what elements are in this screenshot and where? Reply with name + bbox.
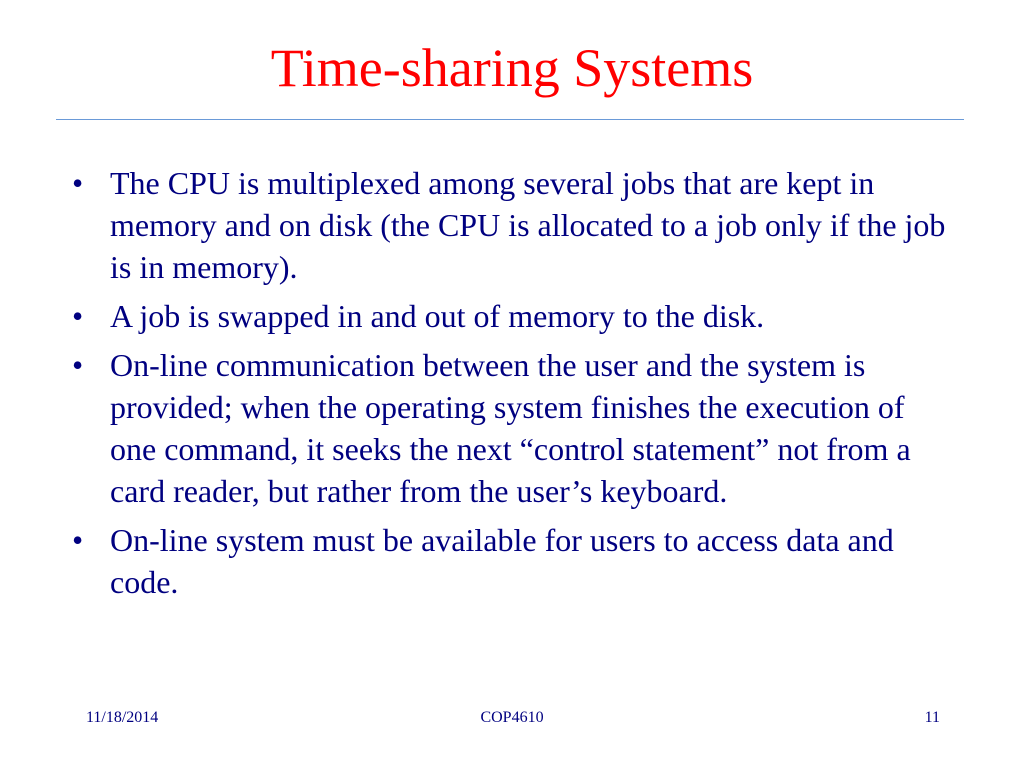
bullet-text: A job is swapped in and out of memory to the disk. <box>110 298 765 334</box>
slide-title: Time-sharing Systems <box>270 38 754 98</box>
bullet-item-4 <box>66 519 956 603</box>
bullet-marker: • <box>72 165 84 201</box>
footer-course: COP4610 <box>480 709 544 726</box>
bullet-item-3 <box>66 344 956 512</box>
bullet-marker: • <box>72 347 84 383</box>
bullet-text: On-line communication between the user and the system is provided; when the operating system finishes the execution of one command, it seeks the next “control statement” not from a card reader, but rather from the user’s keyboard. <box>110 347 911 509</box>
footer-page-number: 11 <box>924 709 940 726</box>
bullet-text: The CPU is multiplexed among several jobs that are kept in memory and on disk (the CPU is allocated to a job only if the job is in memory). <box>110 165 946 285</box>
footer-date: 11/18/2014 <box>86 709 159 726</box>
bullet-list <box>66 162 956 610</box>
bullet-marker: • <box>72 298 84 334</box>
bullet-text: On-line system must be available for users to access data and code. <box>110 522 894 600</box>
bullet-item-1 <box>66 162 956 288</box>
title-divider <box>56 119 964 120</box>
bullet-marker: • <box>72 522 84 558</box>
bullet-item-2 <box>66 295 956 337</box>
